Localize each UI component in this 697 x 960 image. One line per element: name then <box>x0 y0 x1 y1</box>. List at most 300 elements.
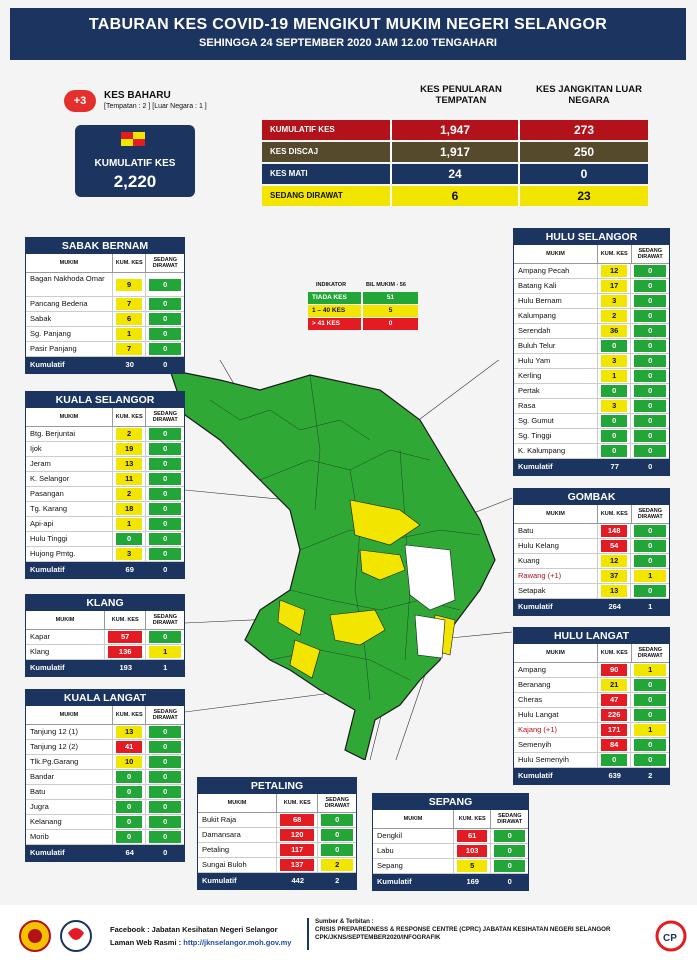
table-row <box>514 414 669 429</box>
total-row <box>198 873 356 889</box>
total-sedang-dirawat: 2 <box>648 771 653 780</box>
sedang-dirawat-value: 0 <box>634 739 666 751</box>
col-mukim: MUKIM <box>26 611 105 629</box>
summary-import-value: 0 <box>520 164 648 184</box>
district-title: SEPANG <box>373 794 528 810</box>
mukim-name: Batu <box>514 524 598 538</box>
kum-kes-value: 68 <box>280 814 315 826</box>
source-org: CRISIS PREPAREDNESS & RESPONSE CENTRE (CPRC) JABATAN KESIHATAN NEGERI SELANGOR <box>315 926 611 933</box>
mukim-name: Hulu Langat <box>514 708 598 722</box>
mukim-name: Klang <box>26 645 105 659</box>
sedang-dirawat-value: 0 <box>149 343 181 355</box>
kum-kes-value: 3 <box>601 355 628 367</box>
summary-row <box>262 164 648 184</box>
mukim-name: Bandar <box>26 770 113 784</box>
kum-kes-value: 117 <box>280 844 315 856</box>
total-kum-kes: 193 <box>119 663 133 672</box>
sedang-dirawat-value: 0 <box>634 370 666 382</box>
table-row <box>373 829 528 844</box>
mukim-name: Kapar <box>26 630 105 644</box>
kum-kes-value: 12 <box>601 265 628 277</box>
column-header-row <box>514 505 669 524</box>
sedang-dirawat-value: 0 <box>149 831 181 843</box>
mukim-name: Tlk.Pg.Garang <box>26 755 113 769</box>
mukim-name: Kalumpang <box>514 309 598 323</box>
sedang-dirawat-value: 0 <box>149 816 181 828</box>
table-row <box>26 312 184 327</box>
total-kum-kes: 64 <box>125 848 134 857</box>
table-row <box>26 517 184 532</box>
total-sedang-dirawat: 1 <box>163 663 168 672</box>
mukim-name: Jeram <box>26 457 113 471</box>
table-row <box>26 785 184 800</box>
table-row <box>26 273 184 297</box>
mukim-name: Dengkil <box>373 829 454 843</box>
sedang-dirawat-value: 0 <box>149 488 181 500</box>
col-sedang-dirawat: SEDANG DIRAWAT <box>152 709 178 721</box>
mukim-name: Sg. Tinggi <box>514 429 598 443</box>
mukim-name: K. Kalumpang <box>514 444 598 458</box>
sedang-dirawat-value: 0 <box>149 473 181 485</box>
kum-kes-value: 226 <box>601 709 628 721</box>
kum-kes-value: 0 <box>116 786 143 798</box>
total-row <box>514 459 669 475</box>
kum-kes-value: 21 <box>601 679 628 691</box>
table-row <box>514 524 669 539</box>
district-table-gombak <box>513 488 670 616</box>
col-sedang-dirawat: SEDANG DIRAWAT <box>497 813 523 825</box>
legend-row <box>308 292 418 304</box>
district-table-hulu-langat <box>513 627 670 785</box>
kum-kes-value: 84 <box>601 739 628 751</box>
col-sedang-dirawat: SEDANG DIRAWAT <box>637 508 663 520</box>
total-row <box>514 599 669 615</box>
sedang-dirawat-value: 0 <box>149 279 181 291</box>
district-title: HULU LANGAT <box>514 628 669 644</box>
sedang-dirawat-value: 0 <box>494 845 525 857</box>
sedang-dirawat-value: 0 <box>494 830 525 842</box>
table-row <box>373 859 528 874</box>
district-table-kuala-selangor <box>25 391 185 579</box>
district-title: PETALING <box>198 778 356 794</box>
mukim-name: Kerling <box>514 369 598 383</box>
mukim-name: Kuang <box>514 554 598 568</box>
total-row <box>514 768 669 784</box>
total-row <box>26 562 184 578</box>
col-sedang-dirawat: SEDANG DIRAWAT <box>324 797 350 809</box>
new-cases-label: KES BAHARU <box>104 90 171 101</box>
sedang-dirawat-value: 0 <box>634 754 666 766</box>
summary-local-value: 1,917 <box>392 142 520 162</box>
sedang-dirawat-value: 0 <box>149 631 181 643</box>
sedang-dirawat-value: 0 <box>634 340 666 352</box>
sedang-dirawat-value: 0 <box>634 430 666 442</box>
total-kum-kes: 264 <box>608 602 621 611</box>
total-kum-kes: 442 <box>291 876 305 885</box>
total-kum-kes: 77 <box>610 462 619 471</box>
summary-row <box>262 186 648 206</box>
table-row <box>26 502 184 517</box>
column-header-row <box>26 706 184 725</box>
sedang-dirawat-value: 0 <box>634 265 666 277</box>
col-kum-kes: KUM. KES <box>277 794 318 812</box>
sedang-dirawat-value: 0 <box>149 458 181 470</box>
kum-kes-value: 12 <box>601 555 628 567</box>
col-mukim: MUKIM <box>26 706 113 724</box>
kum-kes-value: 13 <box>116 458 143 470</box>
table-row <box>26 815 184 830</box>
sedang-dirawat-value: 0 <box>634 400 666 412</box>
kum-kes-value: 3 <box>601 400 628 412</box>
col-kum-kes: KUM. KES <box>113 254 147 272</box>
page-title: TABURAN KES COVID-19 MENGIKUT MUKIM NEGERI SELANGOR <box>88 16 608 33</box>
total-label: Kumulatif <box>30 848 65 857</box>
kum-kes-value: 0 <box>601 430 628 442</box>
sedang-dirawat-value: 0 <box>149 298 181 310</box>
cprc-logo-icon <box>654 919 688 953</box>
legend-label: 1 – 40 KES <box>308 305 363 317</box>
kum-kes-value: 18 <box>116 503 143 515</box>
kum-kes-value: 6 <box>116 313 143 325</box>
sedang-dirawat-value: 0 <box>149 518 181 530</box>
total-kum-kes: 30 <box>125 360 134 369</box>
table-row <box>26 645 184 660</box>
legend-value: 51 <box>363 292 418 304</box>
total-label: Kumulatif <box>518 771 553 780</box>
district-title: KUALA LANGAT <box>26 690 184 706</box>
sedang-dirawat-value: 1 <box>634 664 666 676</box>
sedang-dirawat-value: 0 <box>634 355 666 367</box>
table-row <box>514 399 669 414</box>
mukim-name: Pertak <box>514 384 598 398</box>
cumulative-box <box>75 125 195 197</box>
mukim-name: Buluh Telur <box>514 339 598 353</box>
table-row <box>514 693 669 708</box>
table-row <box>514 569 669 584</box>
total-row <box>26 660 184 676</box>
mukim-name: Rasa <box>514 399 598 413</box>
mukim-name: Batu <box>26 785 113 799</box>
sedang-dirawat-value: 0 <box>149 443 181 455</box>
svg-text:CP: CP <box>663 933 677 944</box>
website-url[interactable]: http://jknselangor.moh.gov.my <box>183 938 292 947</box>
sedang-dirawat-value: 0 <box>149 741 181 753</box>
mukim-name: Sg. Gumut <box>514 414 598 428</box>
kum-kes-value: 137 <box>280 859 315 871</box>
table-row <box>514 264 669 279</box>
kum-kes-value: 61 <box>457 830 488 842</box>
mukim-name: Ijok <box>26 442 113 456</box>
total-label: Kumulatif <box>30 565 65 574</box>
local-column-header: KES PENULARAN TEMPATAN <box>420 84 502 106</box>
summary-import-value: 23 <box>520 186 648 206</box>
kum-kes-value: 54 <box>601 540 628 552</box>
source-heading: Sumber & Terbitan : <box>315 918 374 925</box>
kum-kes-value: 17 <box>601 280 628 292</box>
sedang-dirawat-value: 0 <box>149 801 181 813</box>
table-row <box>26 327 184 342</box>
mukim-name: Labu <box>373 844 454 858</box>
sedang-dirawat-value: 0 <box>149 786 181 798</box>
table-row <box>514 294 669 309</box>
column-header-row <box>198 794 356 813</box>
total-label: Kumulatif <box>202 876 237 885</box>
sedang-dirawat-value: 0 <box>634 325 666 337</box>
table-row <box>514 663 669 678</box>
table-row <box>26 472 184 487</box>
col-kum-kes: KUM. KES <box>113 706 147 724</box>
total-label: Kumulatif <box>30 360 65 369</box>
kum-kes-value: 37 <box>601 570 628 582</box>
total-sedang-dirawat: 0 <box>163 565 168 574</box>
mukim-name: Damansara <box>198 828 277 842</box>
col-sedang-dirawat: SEDANG DIRAWAT <box>152 257 178 269</box>
total-sedang-dirawat: 0 <box>163 848 168 857</box>
kum-kes-value: 0 <box>601 385 628 397</box>
kum-kes-value: 90 <box>601 664 628 676</box>
source-ref: CPK/JKNS/SEPTEMBER2020/INFOGRAFIK <box>315 934 441 941</box>
table-row <box>514 279 669 294</box>
mukim-name: Tg. Karang <box>26 502 113 516</box>
total-sedang-dirawat: 2 <box>335 876 340 885</box>
kum-kes-value: 0 <box>601 340 628 352</box>
mukim-name: Bukit Raja <box>198 813 277 827</box>
table-row <box>26 457 184 472</box>
mukim-name: Hulu Yam <box>514 354 598 368</box>
col-mukim: MUKIM <box>514 245 598 263</box>
total-kum-kes: 69 <box>125 565 134 574</box>
sedang-dirawat-value: 0 <box>634 540 666 552</box>
legend-value: 5 <box>363 305 418 317</box>
table-row <box>514 309 669 324</box>
mukim-name: Hulu Bernam <box>514 294 598 308</box>
website-link[interactable] <box>110 938 291 947</box>
sedang-dirawat-value: 1 <box>149 646 181 658</box>
total-label: Kumulatif <box>377 877 412 886</box>
new-cases-badge: +3 <box>64 90 96 112</box>
kum-kes-value: 19 <box>116 443 143 455</box>
table-row <box>26 830 184 845</box>
table-row <box>514 324 669 339</box>
table-row <box>514 429 669 444</box>
summary-import-value: 273 <box>520 120 648 140</box>
kum-kes-value: 41 <box>116 741 143 753</box>
district-table-kuala-langat <box>25 689 185 862</box>
summary-row-label: KES MATI <box>262 164 392 184</box>
mukim-name: Batang Kali <box>514 279 598 293</box>
table-row <box>198 828 356 843</box>
kum-kes-value: 3 <box>601 295 628 307</box>
cumulative-value: 2,220 <box>113 172 157 191</box>
district-table-petaling <box>197 777 357 890</box>
summary-row-label: SEDANG DIRAWAT <box>262 186 392 206</box>
table-row <box>26 442 184 457</box>
total-kum-kes: 639 <box>608 771 621 780</box>
mukim-name: Ampang <box>514 663 598 677</box>
col-sedang-dirawat: SEDANG DIRAWAT <box>637 248 663 260</box>
sedang-dirawat-value: 0 <box>149 313 181 325</box>
column-header-row <box>514 245 669 264</box>
col-kum-kes: KUM. KES <box>113 408 147 426</box>
district-table-klang <box>25 594 185 677</box>
kum-kes-value: 1 <box>116 328 143 340</box>
table-row <box>26 630 184 645</box>
total-kum-kes: 169 <box>466 877 479 886</box>
kum-kes-value: 1 <box>116 518 143 530</box>
table-row <box>514 369 669 384</box>
mukim-name: Sg. Panjang <box>26 327 113 341</box>
sedang-dirawat-value: 0 <box>149 771 181 783</box>
table-row <box>514 753 669 768</box>
sedang-dirawat-value: 0 <box>634 415 666 427</box>
district-table-sepang <box>372 793 529 891</box>
sedang-dirawat-value: 1 <box>634 724 666 736</box>
col-mukim: MUKIM <box>26 254 113 272</box>
sedang-dirawat-value: 0 <box>149 756 181 768</box>
table-row <box>26 770 184 785</box>
district-table-sabak-bernam <box>25 237 185 374</box>
table-row <box>198 843 356 858</box>
mukim-name: Beranang <box>514 678 598 692</box>
sedang-dirawat-value: 0 <box>634 694 666 706</box>
mukim-name: Pancang Bedena <box>26 297 113 311</box>
sedang-dirawat-value: 0 <box>149 533 181 545</box>
facebook-link[interactable]: Facebook : Jabatan Kesihatan Negeri Selangor <box>110 925 278 934</box>
kum-kes-value: 1 <box>601 370 628 382</box>
total-label: Kumulatif <box>518 602 553 611</box>
kum-kes-value: 2 <box>601 310 628 322</box>
table-row <box>198 813 356 828</box>
imported-column-header: KES JANGKITAN LUAR NEGARA <box>536 84 642 106</box>
sedang-dirawat-value: 0 <box>634 385 666 397</box>
summary-local-value: 24 <box>392 164 520 184</box>
summary-import-value: 250 <box>520 142 648 162</box>
column-header-row <box>26 611 184 630</box>
kum-kes-value: 0 <box>116 771 143 783</box>
kum-kes-value: 10 <box>116 756 143 768</box>
kum-kes-value: 5 <box>457 860 488 872</box>
mukim-name: Pasir Panjang <box>26 342 113 356</box>
table-row <box>514 723 669 738</box>
mukim-name: Kajang (+1) <box>514 723 598 737</box>
mukim-name: Btg. Berjuntai <box>26 427 113 441</box>
kum-kes-value: 13 <box>116 726 143 738</box>
mukim-name: Pasangan <box>26 487 113 501</box>
col-kum-kes: KUM. KES <box>598 245 632 263</box>
kum-kes-value: 0 <box>116 831 143 843</box>
kum-kes-value: 2 <box>116 428 143 440</box>
column-header-row <box>514 644 669 663</box>
summary-local-value: 6 <box>392 186 520 206</box>
kum-kes-value: 36 <box>601 325 628 337</box>
mukim-name: Rawang (+1) <box>514 569 598 583</box>
sedang-dirawat-value: 0 <box>634 555 666 567</box>
government-crest-icon <box>18 919 52 953</box>
col-mukim: MUKIM <box>198 794 277 812</box>
mukim-name: Tanjung 12 (2) <box>26 740 113 754</box>
table-row <box>198 858 356 873</box>
col-sedang-dirawat: SEDANG DIRAWAT <box>152 411 178 423</box>
kum-kes-value: 0 <box>116 816 143 828</box>
column-header-row <box>373 810 528 829</box>
sedang-dirawat-value: 0 <box>149 328 181 340</box>
table-row <box>514 384 669 399</box>
col-mukim: MUKIM <box>514 505 598 523</box>
total-label: Kumulatif <box>518 462 553 471</box>
mukim-name: Api-api <box>26 517 113 531</box>
kum-kes-value: 13 <box>601 585 628 597</box>
mukim-name: Petaling <box>198 843 277 857</box>
selangor-map <box>150 360 530 760</box>
district-table-hulu-selangor <box>513 228 670 476</box>
mukim-name: Hulu Semenyih <box>514 753 598 767</box>
legend-label: TIADA KES <box>308 292 363 304</box>
sedang-dirawat-value: 0 <box>634 280 666 292</box>
district-title: KLANG <box>26 595 184 611</box>
col-mukim: MUKIM <box>514 644 598 662</box>
table-row <box>514 584 669 599</box>
kum-kes-value: 0 <box>116 801 143 813</box>
kum-kes-value: 7 <box>116 298 143 310</box>
title-banner <box>10 8 686 60</box>
legend-value: 0 <box>363 318 418 330</box>
sedang-dirawat-value: 0 <box>634 585 666 597</box>
sedang-dirawat-value: 0 <box>634 295 666 307</box>
column-header-row <box>26 254 184 273</box>
summary-local-value: 1,947 <box>392 120 520 140</box>
mukim-name: Cheras <box>514 693 598 707</box>
col-mukim: MUKIM <box>373 810 454 828</box>
column-header-row <box>26 408 184 427</box>
total-sedang-dirawat: 0 <box>648 462 653 471</box>
district-title: SABAK BERNAM <box>26 238 184 254</box>
table-row <box>26 547 184 562</box>
col-kum-kes: KUM. KES <box>598 644 632 662</box>
kum-kes-value: 0 <box>601 445 628 457</box>
sedang-dirawat-value: 0 <box>634 679 666 691</box>
mukim-name: Jugra <box>26 800 113 814</box>
kum-kes-value: 0 <box>601 415 628 427</box>
district-title: GOMBAK <box>514 489 669 505</box>
cumulative-label: KUMULATIF KES <box>94 158 176 169</box>
kum-kes-value: 57 <box>108 631 143 643</box>
kum-kes-value: 0 <box>116 533 143 545</box>
col-kum-kes: KUM. KES <box>598 505 632 523</box>
legend-row <box>308 318 418 330</box>
kum-kes-value: 136 <box>108 646 143 658</box>
table-row <box>26 800 184 815</box>
legend-label: > 41 KES <box>308 318 363 330</box>
mukim-name: Morib <box>26 830 113 844</box>
total-label: Kumulatif <box>30 663 65 672</box>
kum-kes-value: 3 <box>116 548 143 560</box>
mukim-name: Sepang <box>373 859 454 873</box>
mukim-name: Bagan Nakhoda Omar <box>26 273 113 296</box>
mukim-name: Sabak <box>26 312 113 326</box>
website-label: Laman Web Rasmi : <box>110 938 182 947</box>
kum-kes-value: 2 <box>116 488 143 500</box>
mukim-name: Ampang Pecah <box>514 264 598 278</box>
health-logo-icon <box>58 919 94 953</box>
table-row <box>514 354 669 369</box>
mukim-name: Semenyih <box>514 738 598 752</box>
sedang-dirawat-value: 0 <box>634 525 666 537</box>
total-sedang-dirawat: 0 <box>163 360 168 369</box>
kum-kes-value: 9 <box>116 279 143 291</box>
total-sedang-dirawat: 0 <box>507 877 512 886</box>
table-row <box>514 554 669 569</box>
summary-row-label: KES DISCAJ <box>262 142 392 162</box>
